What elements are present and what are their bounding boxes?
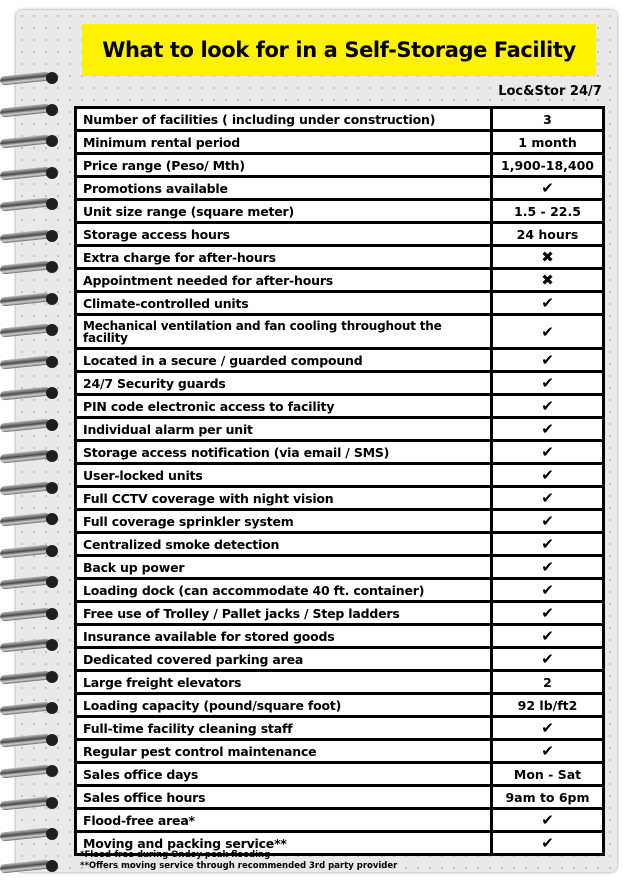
row-label: Free use of Trolley / Pallet jacks / Step ladders bbox=[77, 603, 490, 623]
row-label: Promotions available bbox=[77, 178, 490, 198]
binding-ring bbox=[0, 669, 64, 685]
binding-ring bbox=[0, 574, 64, 590]
row-label: Large freight elevators bbox=[77, 672, 490, 692]
row-label: Extra charge for after-hours bbox=[77, 247, 490, 267]
check-icon: ✔ bbox=[493, 396, 602, 416]
table-row bbox=[74, 787, 605, 807]
table-row bbox=[74, 557, 605, 577]
brand-column-header: Loc&Stor 24/7 bbox=[498, 84, 602, 99]
table-row bbox=[74, 109, 605, 129]
binding-ring bbox=[0, 480, 64, 496]
binding-ring bbox=[0, 858, 64, 874]
table-row bbox=[74, 465, 605, 485]
binding-ring bbox=[0, 165, 64, 181]
check-icon: ✔ bbox=[493, 350, 602, 370]
binding-ring bbox=[0, 732, 64, 748]
table-row bbox=[74, 649, 605, 669]
check-icon: ✔ bbox=[493, 419, 602, 439]
check-icon: ✔ bbox=[493, 833, 602, 853]
row-label: Moving and packing service** bbox=[77, 833, 490, 853]
comparison-table bbox=[74, 106, 605, 856]
check-icon: ✔ bbox=[493, 316, 602, 347]
check-icon: ✔ bbox=[493, 580, 602, 600]
table-row bbox=[74, 603, 605, 623]
check-icon: ✔ bbox=[493, 534, 602, 554]
row-value: 3 bbox=[493, 109, 602, 129]
row-value: 24 hours bbox=[493, 224, 602, 244]
row-label: Number of facilities ( including under construction) bbox=[77, 109, 490, 129]
row-label: User-locked units bbox=[77, 465, 490, 485]
binding-ring bbox=[0, 448, 64, 464]
row-label: Full coverage sprinkler system bbox=[77, 511, 490, 531]
check-icon: ✔ bbox=[493, 488, 602, 508]
table-row bbox=[74, 132, 605, 152]
binding-ring bbox=[0, 543, 64, 559]
binding-ring bbox=[0, 259, 64, 275]
binding-ring bbox=[0, 322, 64, 338]
table-row bbox=[74, 155, 605, 175]
row-label: Sales office hours bbox=[77, 787, 490, 807]
row-value: 1 month bbox=[493, 132, 602, 152]
check-icon: ✔ bbox=[493, 178, 602, 198]
row-label: Located in a secure / guarded compound bbox=[77, 350, 490, 370]
check-icon: ✔ bbox=[493, 465, 602, 485]
check-icon: ✔ bbox=[493, 649, 602, 669]
row-label: Mechanical ventilation and fan cooling throughout the facility bbox=[77, 316, 490, 347]
cross-icon: ✖ bbox=[493, 270, 602, 290]
row-label: Storage access notification (via email / SMS) bbox=[77, 442, 490, 462]
binding-ring bbox=[0, 826, 64, 842]
row-label: Loading capacity (pound/square foot) bbox=[77, 695, 490, 715]
table-row bbox=[74, 626, 605, 646]
table-row bbox=[74, 396, 605, 416]
page-title: What to look for in a Self-Storage Facility bbox=[102, 38, 576, 62]
row-label: Storage access hours bbox=[77, 224, 490, 244]
check-icon: ✔ bbox=[493, 626, 602, 646]
binding-ring bbox=[0, 291, 64, 307]
check-icon: ✔ bbox=[493, 442, 602, 462]
row-label: Loading dock (can accommodate 40 ft. container) bbox=[77, 580, 490, 600]
row-label: Appointment needed for after-hours bbox=[77, 270, 490, 290]
binding-ring bbox=[0, 385, 64, 401]
row-label: Sales office days bbox=[77, 764, 490, 784]
binding-ring bbox=[0, 196, 64, 212]
row-label: Individual alarm per unit bbox=[77, 419, 490, 439]
row-label: Insurance available for stored goods bbox=[77, 626, 490, 646]
check-icon: ✔ bbox=[493, 603, 602, 623]
row-label: Minimum rental period bbox=[77, 132, 490, 152]
binding-ring bbox=[0, 228, 64, 244]
row-label: Unit size range (square meter) bbox=[77, 201, 490, 221]
check-icon: ✔ bbox=[493, 511, 602, 531]
check-icon: ✔ bbox=[493, 741, 602, 761]
table-row bbox=[74, 293, 605, 313]
binding-ring bbox=[0, 511, 64, 527]
check-icon: ✔ bbox=[493, 557, 602, 577]
check-icon: ✔ bbox=[493, 373, 602, 393]
row-label: 24/7 Security guards bbox=[77, 373, 490, 393]
table-row bbox=[74, 316, 605, 347]
table-row bbox=[74, 580, 605, 600]
row-label: Full-time facility cleaning staff bbox=[77, 718, 490, 738]
row-label: Dedicated covered parking area bbox=[77, 649, 490, 669]
check-icon: ✔ bbox=[493, 293, 602, 313]
table-row bbox=[74, 672, 605, 692]
row-label: Flood-free area* bbox=[77, 810, 490, 830]
footnote-flood: *Flood-free during Ondoy peak flooding bbox=[80, 850, 271, 860]
table-row bbox=[74, 810, 605, 830]
table-row bbox=[74, 247, 605, 267]
row-label: PIN code electronic access to facility bbox=[77, 396, 490, 416]
row-value: 1,900-18,400 bbox=[493, 155, 602, 175]
table-row bbox=[74, 201, 605, 221]
row-value: 1.5 - 22.5 bbox=[493, 201, 602, 221]
binding-ring bbox=[0, 700, 64, 716]
check-icon: ✔ bbox=[493, 718, 602, 738]
binding-ring bbox=[0, 795, 64, 811]
table-row bbox=[74, 534, 605, 554]
row-value: 9am to 6pm bbox=[493, 787, 602, 807]
row-label: Full CCTV coverage with night vision bbox=[77, 488, 490, 508]
table-row bbox=[74, 350, 605, 370]
row-label: Regular pest control maintenance bbox=[77, 741, 490, 761]
row-label: Back up power bbox=[77, 557, 490, 577]
binding-ring bbox=[0, 606, 64, 622]
table-row bbox=[74, 488, 605, 508]
cross-icon: ✖ bbox=[493, 247, 602, 267]
binding-ring bbox=[0, 763, 64, 779]
binding-ring bbox=[0, 102, 64, 118]
binding-ring bbox=[0, 637, 64, 653]
table-row bbox=[74, 224, 605, 244]
row-value: Mon - Sat bbox=[493, 764, 602, 784]
row-value: 92 lb/ft2 bbox=[493, 695, 602, 715]
table-row bbox=[74, 373, 605, 393]
title-banner bbox=[82, 24, 596, 76]
binding-ring bbox=[0, 354, 64, 370]
table-row bbox=[74, 419, 605, 439]
table-row bbox=[74, 741, 605, 761]
footnotes bbox=[80, 850, 397, 872]
row-label: Price range (Peso/ Mth) bbox=[77, 155, 490, 175]
binding-ring bbox=[0, 417, 64, 433]
row-label: Climate-controlled units bbox=[77, 293, 490, 313]
binding-ring bbox=[0, 70, 64, 86]
table-row bbox=[74, 764, 605, 784]
footnote-moving: **Offers moving service through recommended 3rd party provider bbox=[80, 861, 398, 871]
table-row bbox=[74, 511, 605, 531]
table-row bbox=[74, 270, 605, 290]
binding-ring bbox=[0, 133, 64, 149]
table-row bbox=[74, 718, 605, 738]
check-icon: ✔ bbox=[493, 810, 602, 830]
table-row bbox=[74, 178, 605, 198]
row-value: 2 bbox=[493, 672, 602, 692]
table-row bbox=[74, 442, 605, 462]
table-row bbox=[74, 695, 605, 715]
row-label: Centralized smoke detection bbox=[77, 534, 490, 554]
